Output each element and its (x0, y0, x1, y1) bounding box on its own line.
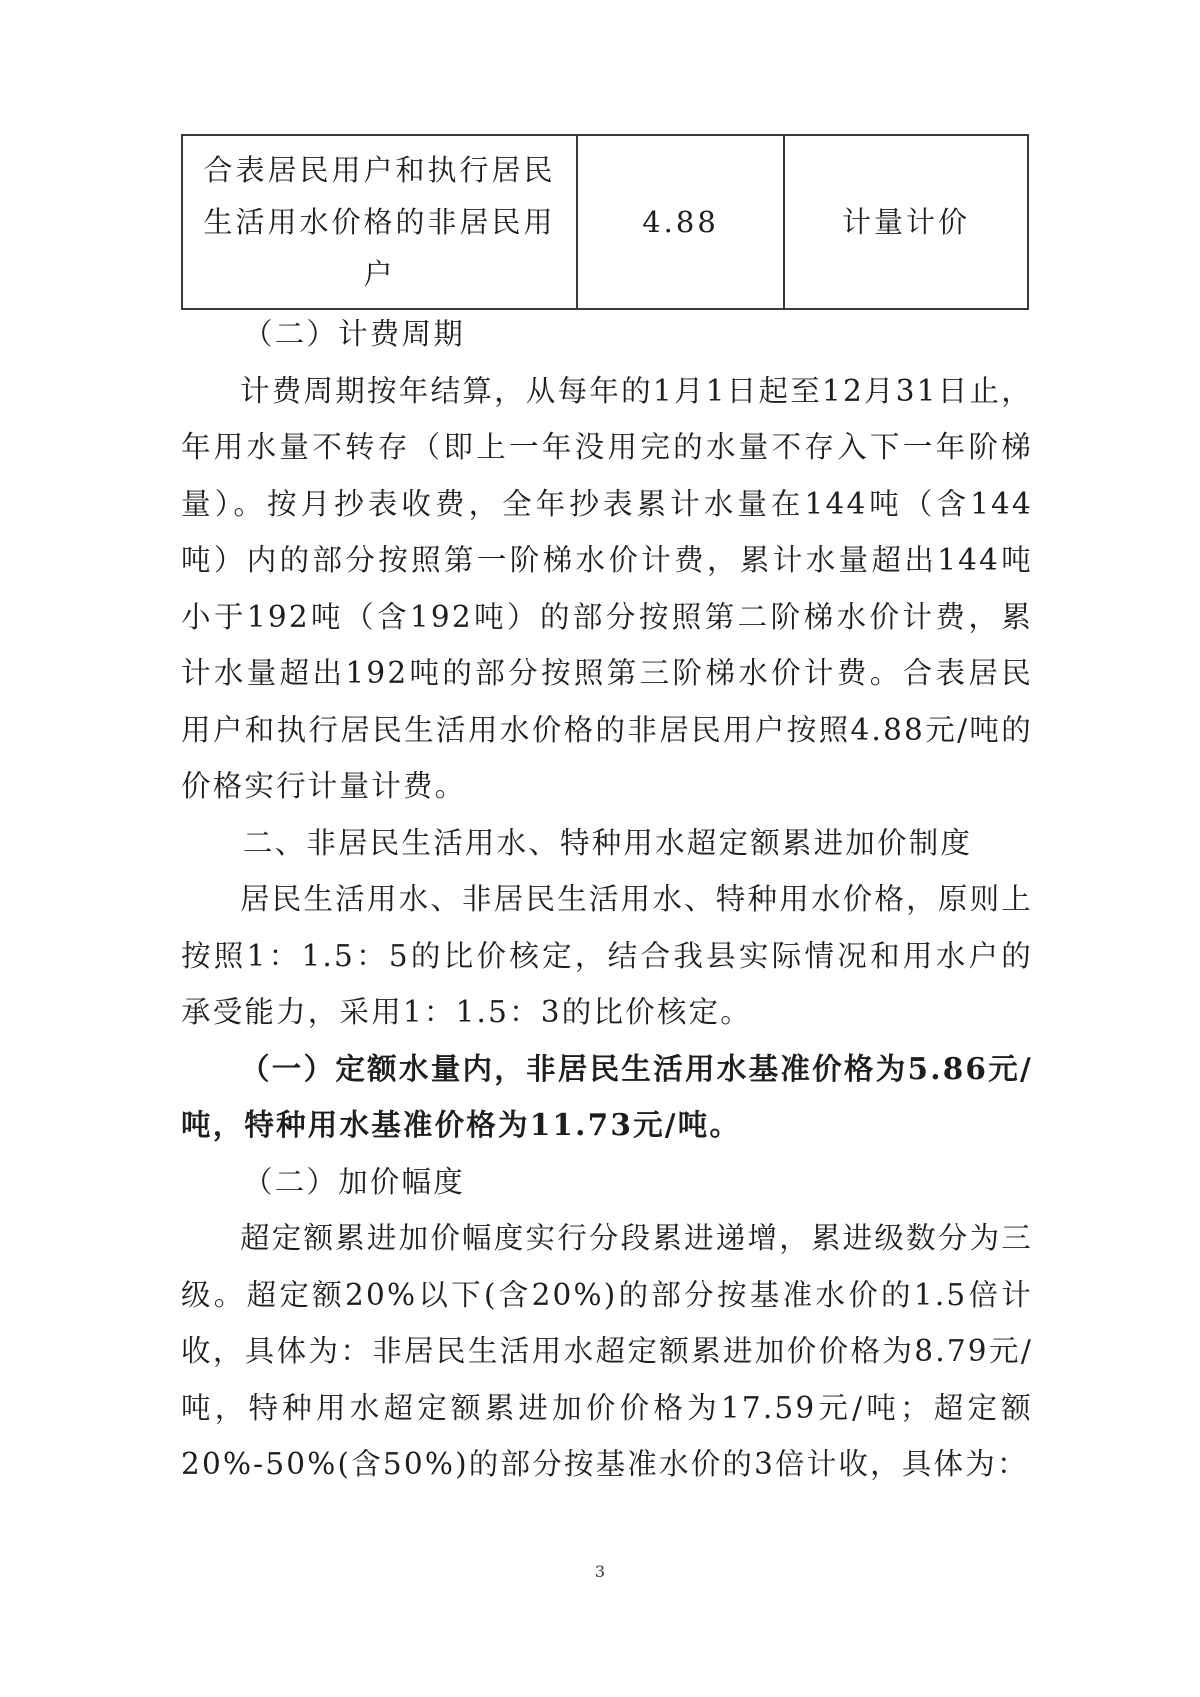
paragraph-price-ratio: 居民生活用水、非居民生活用水、特种用水价格，原则上按照1：1.5：5的比价核定，结合我县实际情况和用水户的承受能力，采用1：1.5：3的比价核定。 (181, 882, 1033, 1029)
paragraph-surcharge-range: 超定额累进加价幅度实行分段累进递增，累进级数分为三级。超定额20%以下(含20%)的部分按基准水价的1.5倍计收，具体为：非居民生活用水超定额累进加价价格为8.79元/吨，特种用水超定额累进加价价格为17.59元/吨；超定额20%-50%(含50%)的部分按基准水价的3倍计收，具体为： (181, 1221, 1033, 1481)
paragraph-base-price: （一）定额水量内，非居民生活用水基准价格为5.86元/吨，特种用水基准价格为11.73元/吨。 (181, 1050, 1033, 1142)
paragraph-billing-cycle: 计费周期按年结算，从每年的1月1日起至12月31日止，年用水量不转存（即上一年没用完的水量不存入下一年阶梯量）。按月抄表收费，全年抄表累计水量在144吨（含144吨）内的部分按照第一阶梯水价计费，累计水量超出144吨小于192吨（含192吨）的部分按照第二阶梯水价计费，累计水量超出192吨的部分按照第三阶梯水价计费。合表居民用户和执行居民生活用水价格的非居民用户按照4.88元/吨的价格实行计量计费。 (181, 373, 1033, 803)
table-row (182, 135, 1028, 309)
page-number: 3 (594, 1562, 606, 1581)
document-body (181, 306, 1033, 1493)
user-category-cell: 合表居民用户和执行居民生活用水价格的非居民用户 (182, 135, 577, 309)
section-heading-billing-cycle: （二）计费周期 (243, 317, 465, 351)
section-heading-surcharge-system: 二、非居民生活用水、特种用水超定额累进加价制度 (243, 825, 973, 860)
pricing-method-cell: 计量计价 (784, 135, 1028, 309)
price-cell: 4.88 (577, 135, 784, 309)
section-heading-surcharge-range: （二）加价幅度 (243, 1164, 465, 1199)
water-price-table (181, 134, 1029, 310)
